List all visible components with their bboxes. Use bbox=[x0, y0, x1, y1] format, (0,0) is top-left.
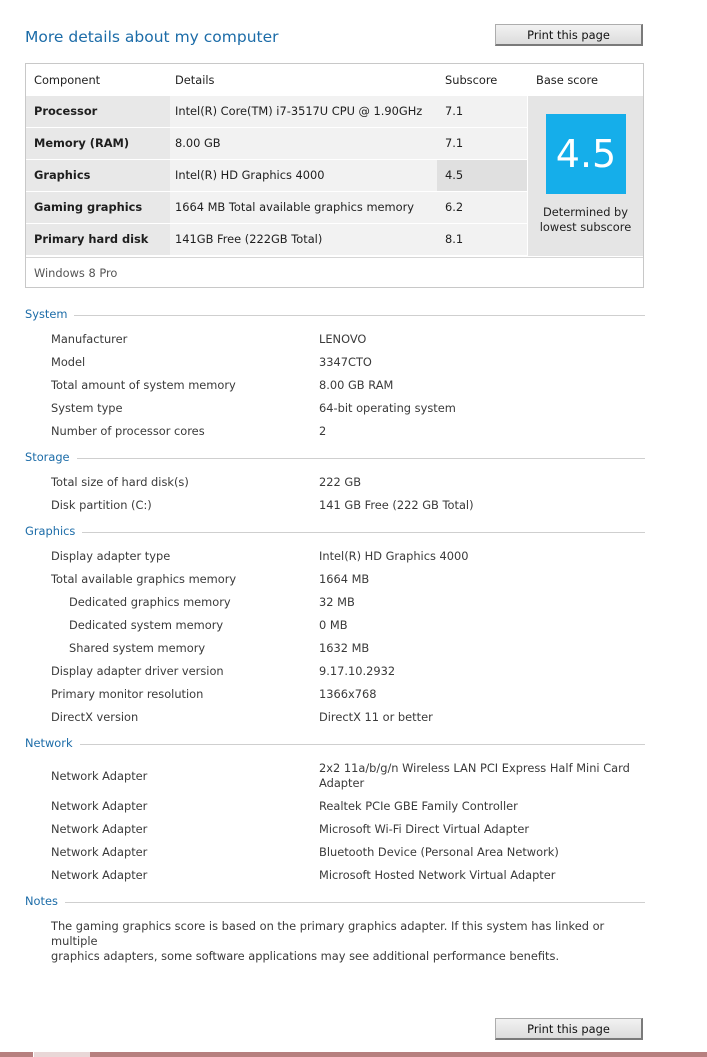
component-details: Intel(R) HD Graphics 4000 bbox=[170, 160, 437, 191]
component-details: Intel(R) Core(TM) i7-3517U CPU @ 1.90GHz bbox=[170, 96, 437, 127]
header-base-score: Base score bbox=[536, 73, 598, 87]
section-divider bbox=[25, 458, 645, 459]
prop-value: Realtek PCIe GBE Family Controller bbox=[319, 799, 518, 813]
prop-label: Network Adapter bbox=[51, 769, 148, 783]
notes-text bbox=[51, 919, 621, 964]
prop-label: Total available graphics memory bbox=[51, 572, 237, 586]
prop-label: Network Adapter bbox=[51, 845, 148, 859]
prop-value: 1664 MB bbox=[319, 572, 370, 586]
base-score-panel bbox=[528, 96, 643, 256]
prop-value: 32 MB bbox=[319, 595, 355, 609]
section-network-heading bbox=[25, 737, 645, 751]
prop-value: 2 bbox=[319, 424, 327, 438]
prop-value: 222 GB bbox=[319, 475, 362, 489]
prop-label: DirectX version bbox=[51, 710, 139, 724]
section-divider bbox=[25, 315, 645, 316]
prop-label: Number of processor cores bbox=[51, 424, 205, 438]
prop-label: Total amount of system memory bbox=[51, 378, 236, 392]
component-subscore: 7.1 bbox=[437, 128, 527, 159]
prop-value: 1366x768 bbox=[319, 687, 377, 701]
prop-label: Disk partition (C:) bbox=[51, 498, 152, 512]
header-subscore: Subscore bbox=[445, 73, 498, 87]
prop-value: Bluetooth Device (Personal Area Network) bbox=[319, 845, 559, 859]
prop-value: LENOVO bbox=[319, 332, 367, 346]
page-title: More details about my computer bbox=[25, 28, 279, 46]
section-storage-heading bbox=[25, 451, 645, 465]
component-subscore: 6.2 bbox=[437, 192, 527, 223]
component-details: 1664 MB Total available graphics memory bbox=[170, 192, 437, 223]
prop-label: Primary monitor resolution bbox=[51, 687, 204, 701]
taskbar-strip bbox=[0, 1052, 707, 1057]
component-name: Gaming graphics bbox=[26, 192, 170, 223]
prop-value: 9.17.10.2932 bbox=[319, 664, 396, 678]
score-table-header bbox=[26, 64, 643, 96]
prop-value: Intel(R) HD Graphics 4000 bbox=[319, 549, 469, 563]
component-name: Primary hard disk bbox=[26, 224, 170, 255]
prop-value-line: 2x2 11a/b/g/n Wireless LAN PCI Express Half Mini Card bbox=[319, 761, 630, 775]
component-details: 141GB Free (222GB Total) bbox=[170, 224, 437, 255]
prop-label: Manufacturer bbox=[51, 332, 128, 346]
prop-label: Dedicated system memory bbox=[69, 618, 224, 632]
header-component: Component bbox=[34, 73, 101, 87]
prop-value bbox=[319, 761, 630, 791]
prop-label: Network Adapter bbox=[51, 868, 148, 882]
section-title: Network bbox=[25, 736, 80, 750]
section-graphics-heading bbox=[25, 525, 645, 539]
prop-value: 0 MB bbox=[319, 618, 348, 632]
component-details: 8.00 GB bbox=[170, 128, 437, 159]
base-score-caption bbox=[528, 205, 643, 235]
windows-edition: Windows 8 Pro bbox=[26, 257, 643, 287]
prop-value: 8.00 GB RAM bbox=[319, 378, 394, 392]
notes-line: graphics adapters, some software applications may see additional performance benefits. bbox=[51, 949, 560, 963]
prop-label: Display adapter type bbox=[51, 549, 171, 563]
taskbar-button[interactable] bbox=[33, 1052, 90, 1057]
component-name: Graphics bbox=[26, 160, 170, 191]
section-title: Storage bbox=[25, 450, 77, 464]
prop-label: Network Adapter bbox=[51, 799, 148, 813]
component-name: Memory (RAM) bbox=[26, 128, 170, 159]
prop-value: Microsoft Hosted Network Virtual Adapter bbox=[319, 868, 556, 882]
component-subscore: 8.1 bbox=[437, 224, 527, 255]
section-title: Graphics bbox=[25, 524, 82, 538]
section-divider bbox=[25, 532, 645, 533]
prop-value: Microsoft Wi-Fi Direct Virtual Adapter bbox=[319, 822, 530, 836]
prop-label: Network Adapter bbox=[51, 822, 148, 836]
prop-value: 3347CTO bbox=[319, 355, 372, 369]
score-table bbox=[25, 63, 644, 288]
base-caption-line-1: Determined by bbox=[542, 205, 629, 219]
section-divider bbox=[25, 744, 645, 745]
notes-line: The gaming graphics score is based on the primary graphics adapter. If this system has linked or multiple bbox=[51, 919, 605, 948]
prop-label: Total size of hard disk(s) bbox=[51, 475, 189, 489]
score-row-gaming-graphics bbox=[26, 192, 527, 223]
section-notes-heading bbox=[25, 895, 645, 909]
prop-value: DirectX 11 or better bbox=[319, 710, 433, 724]
base-caption-line-2: lowest subscore bbox=[539, 220, 632, 234]
component-subscore: 4.5 bbox=[437, 160, 527, 191]
print-button-top[interactable]: Print this page bbox=[495, 24, 643, 46]
score-row-graphics bbox=[26, 160, 527, 191]
prop-label: Dedicated graphics memory bbox=[69, 595, 231, 609]
section-system-heading bbox=[25, 308, 645, 322]
prop-value: 141 GB Free (222 GB Total) bbox=[319, 498, 474, 512]
score-row-memory bbox=[26, 128, 527, 159]
header-details: Details bbox=[175, 73, 215, 87]
component-subscore: 7.1 bbox=[437, 96, 527, 127]
section-title: System bbox=[25, 307, 74, 321]
base-score-tile: 4.5 bbox=[546, 114, 626, 194]
prop-value: 1632 MB bbox=[319, 641, 370, 655]
prop-label: Shared system memory bbox=[69, 641, 206, 655]
section-divider bbox=[25, 902, 645, 903]
print-button-bottom[interactable]: Print this page bbox=[495, 1018, 643, 1040]
section-title: Notes bbox=[25, 894, 65, 908]
component-name: Processor bbox=[26, 96, 170, 127]
prop-value-line: Adapter bbox=[319, 776, 365, 790]
prop-value: 64-bit operating system bbox=[319, 401, 456, 415]
score-row-processor bbox=[26, 96, 527, 127]
prop-label: Display adapter driver version bbox=[51, 664, 224, 678]
score-row-hard-disk bbox=[26, 224, 527, 255]
prop-label: System type bbox=[51, 401, 123, 415]
prop-label: Model bbox=[51, 355, 86, 369]
